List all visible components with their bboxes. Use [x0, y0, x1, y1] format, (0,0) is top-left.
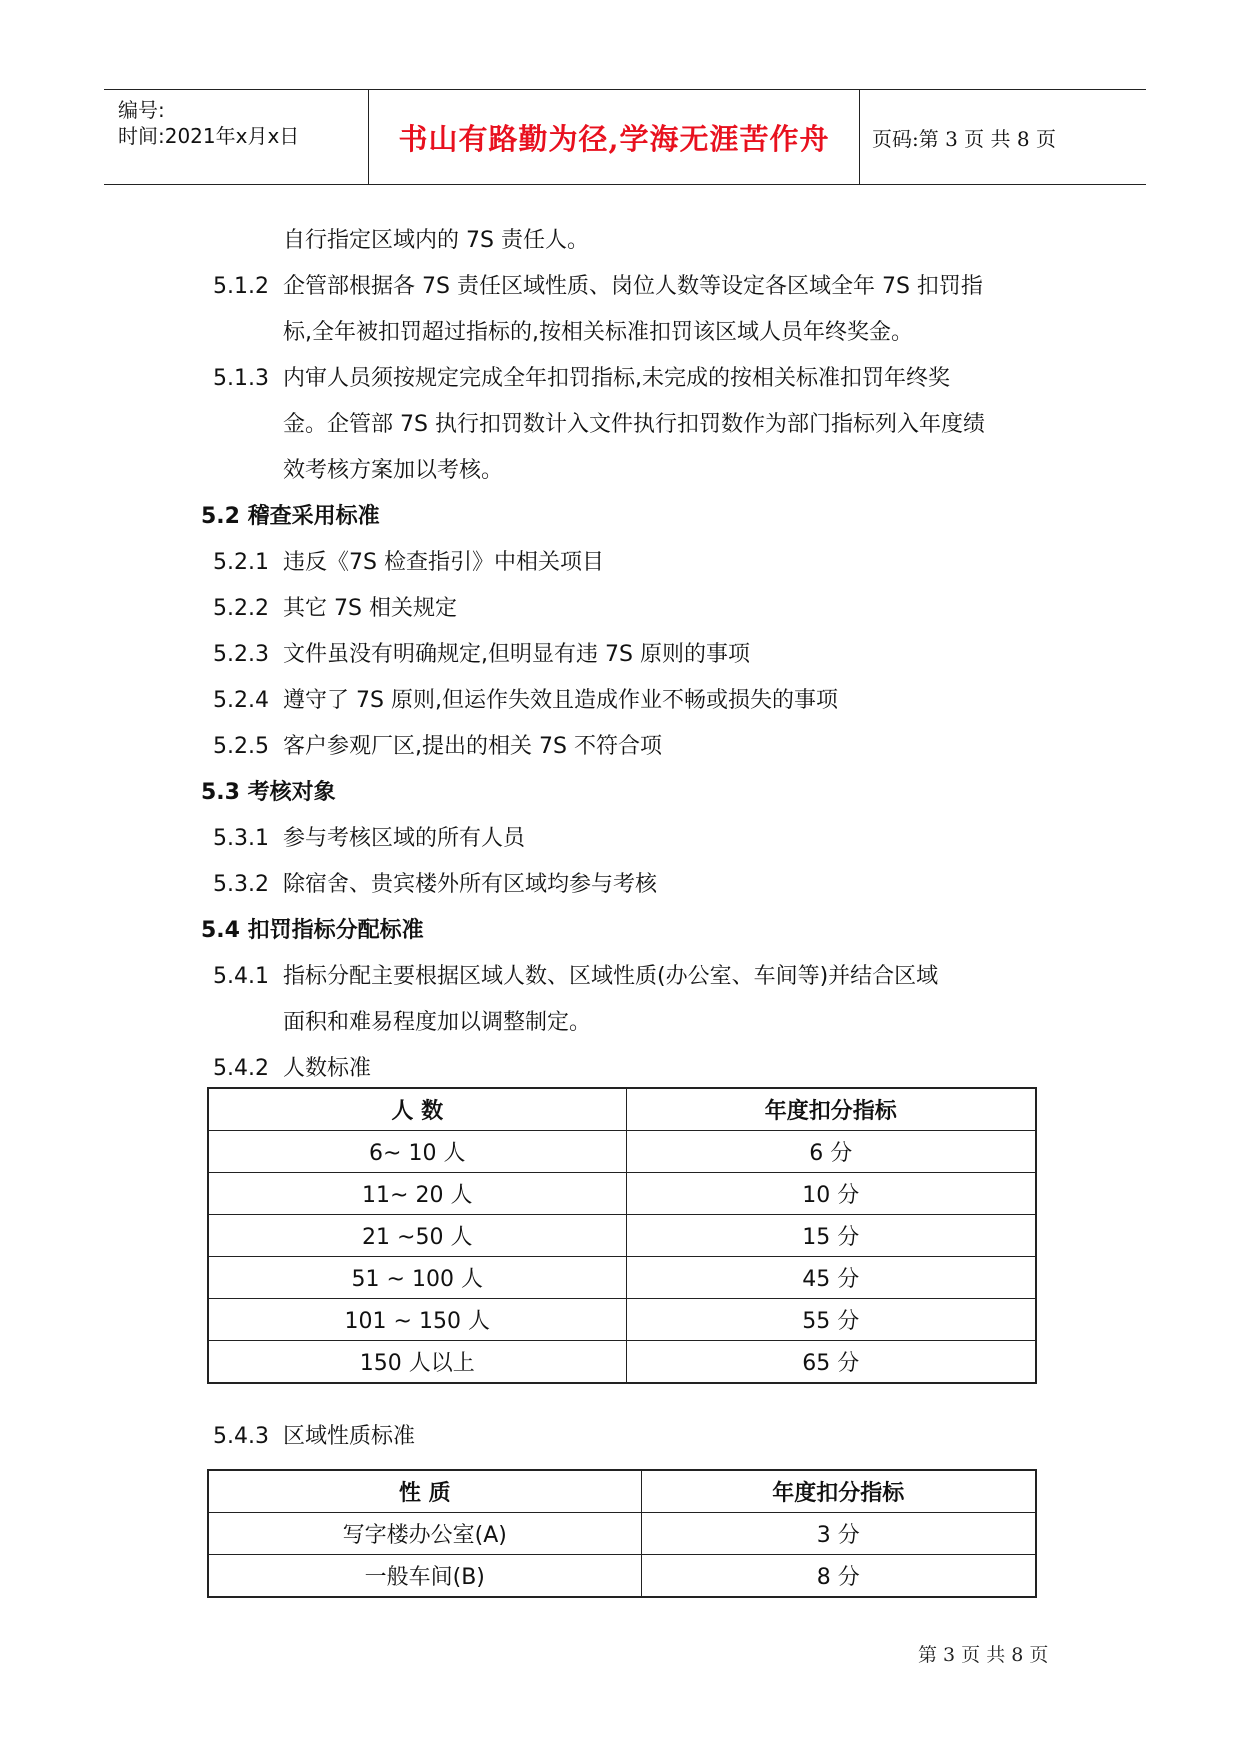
table-cell: 45 分: [626, 1257, 1036, 1299]
para-text: 违反《7S 检查指引》中相关项目: [283, 550, 604, 575]
para-5-2-1: [213, 548, 604, 578]
table-cell: 一般车间(B): [208, 1555, 641, 1598]
table-cell: 6 分: [626, 1131, 1036, 1173]
table-header-row: [208, 1470, 1036, 1513]
para-text: 内审人员须按规定完成全年扣罚指标,未完成的按相关标准扣罚年终奖: [283, 366, 950, 391]
section-number: 5.3.2: [213, 872, 269, 897]
para-5-1-3-line2: 金。企管部 7S 执行扣罚数计入文件执行扣罚数作为部门指标列入年度绩: [283, 412, 985, 437]
para-5-2-3: [213, 640, 750, 670]
section-number: 5.2.4: [213, 688, 269, 713]
heading-5-3: 5.3 考核对象: [201, 780, 336, 805]
para-5-1-1-continuation: 自行指定区域内的 7S 责任人。: [283, 228, 589, 253]
para-5-3-1: [213, 824, 525, 854]
document-time-label: 时间:2021年x月x日: [118, 124, 300, 148]
para-text: 文件虽没有明确规定,但明显有违 7S 原则的事项: [283, 642, 750, 667]
header-motto: 书山有路勤为径,学海无涯苦作舟: [369, 90, 860, 184]
table-header-cell: 人 数: [208, 1088, 626, 1131]
table-row: [208, 1215, 1036, 1257]
para-5-1-2-line2: 标,全年被扣罚超过指标的,按相关标准扣罚该区域人员年终奖金。: [283, 320, 913, 345]
para-text: 企管部根据各 7S 责任区域性质、岗位人数等设定各区域全年 7S 扣罚指: [283, 274, 983, 299]
table-row: [208, 1555, 1036, 1598]
header-page-label: 页码:第 3 页 共 8 页: [872, 126, 1056, 151]
para-text: 客户参观厂区,提出的相关 7S 不符合项: [283, 734, 662, 759]
para-5-2-4: [213, 686, 838, 716]
table-header-row: [208, 1088, 1036, 1131]
section-number: 5.1.2: [213, 274, 269, 299]
table-row: [208, 1299, 1036, 1341]
table-cell: 6~ 10 人: [208, 1131, 626, 1173]
section-number: 5.2.5: [213, 734, 269, 759]
para-5-1-3: [213, 364, 950, 394]
section-number: 5.4.3: [213, 1424, 269, 1449]
table-cell: 51 ~ 100 人: [208, 1257, 626, 1299]
table-row: [208, 1173, 1036, 1215]
table-cell: 3 分: [641, 1513, 1036, 1555]
heading-5-2: 5.2 稽查采用标准: [201, 504, 380, 529]
para-5-3-2: [213, 870, 657, 900]
table-row: [208, 1513, 1036, 1555]
page-header: [104, 89, 1146, 185]
section-number: 5.2.3: [213, 642, 269, 667]
para-text: 除宿舍、贵宾楼外所有区域均参与考核: [283, 872, 658, 897]
para-5-4-1-line2: 面积和难易程度加以调整制定。: [283, 1010, 592, 1035]
para-5-2-5: [213, 732, 662, 762]
heading-5-4: 5.4 扣罚指标分配标准: [201, 918, 424, 943]
section-number: 5.4.2: [213, 1056, 269, 1081]
table-cell: 11~ 20 人: [208, 1173, 626, 1215]
area-nature-table: [207, 1469, 1037, 1598]
section-number: 5.2.1: [213, 550, 269, 575]
para-text: 指标分配主要根据区域人数、区域性质(办公室、车间等)并结合区域: [283, 964, 939, 989]
table-cell: 55 分: [626, 1299, 1036, 1341]
para-text: 区域性质标准: [283, 1424, 416, 1449]
table-cell: 150 人以上: [208, 1341, 626, 1384]
para-5-4-1: [213, 962, 938, 992]
table-row: [208, 1131, 1036, 1173]
table-cell: 8 分: [641, 1555, 1036, 1598]
table-row: [208, 1257, 1036, 1299]
section-number: 5.2.2: [213, 596, 269, 621]
para-text: 其它 7S 相关规定: [283, 596, 457, 621]
para-text: 人数标准: [283, 1056, 372, 1081]
para-5-4-3: [213, 1422, 415, 1452]
para-5-1-2: [213, 272, 983, 302]
para-text: 参与考核区域的所有人员: [283, 826, 526, 851]
table-cell: 21 ~50 人: [208, 1215, 626, 1257]
para-5-1-3-line3: 效考核方案加以考核。: [283, 458, 504, 483]
table-cell: 10 分: [626, 1173, 1036, 1215]
page-footer: 第 3 页 共 8 页: [918, 1644, 1049, 1666]
section-number: 5.3.1: [213, 826, 269, 851]
table-header-cell: 性 质: [208, 1470, 641, 1513]
section-number: 5.1.3: [213, 366, 269, 391]
people-standard-table: [207, 1087, 1037, 1384]
header-meta: [104, 90, 369, 184]
document-number-label: 编号:: [118, 98, 165, 122]
para-5-4-2: [213, 1054, 371, 1084]
table-header-cell: 年度扣分指标: [626, 1088, 1036, 1131]
table-cell: 写字楼办公室(A): [208, 1513, 641, 1555]
table-cell: 101 ~ 150 人: [208, 1299, 626, 1341]
table-cell: 15 分: [626, 1215, 1036, 1257]
para-text: 遵守了 7S 原则,但运作失效且造成作业不畅或损失的事项: [283, 688, 838, 713]
table-header-cell: 年度扣分指标: [641, 1470, 1036, 1513]
section-number: 5.4.1: [213, 964, 269, 989]
table-row: [208, 1341, 1036, 1384]
table-cell: 65 分: [626, 1341, 1036, 1384]
para-5-2-2: [213, 594, 457, 624]
